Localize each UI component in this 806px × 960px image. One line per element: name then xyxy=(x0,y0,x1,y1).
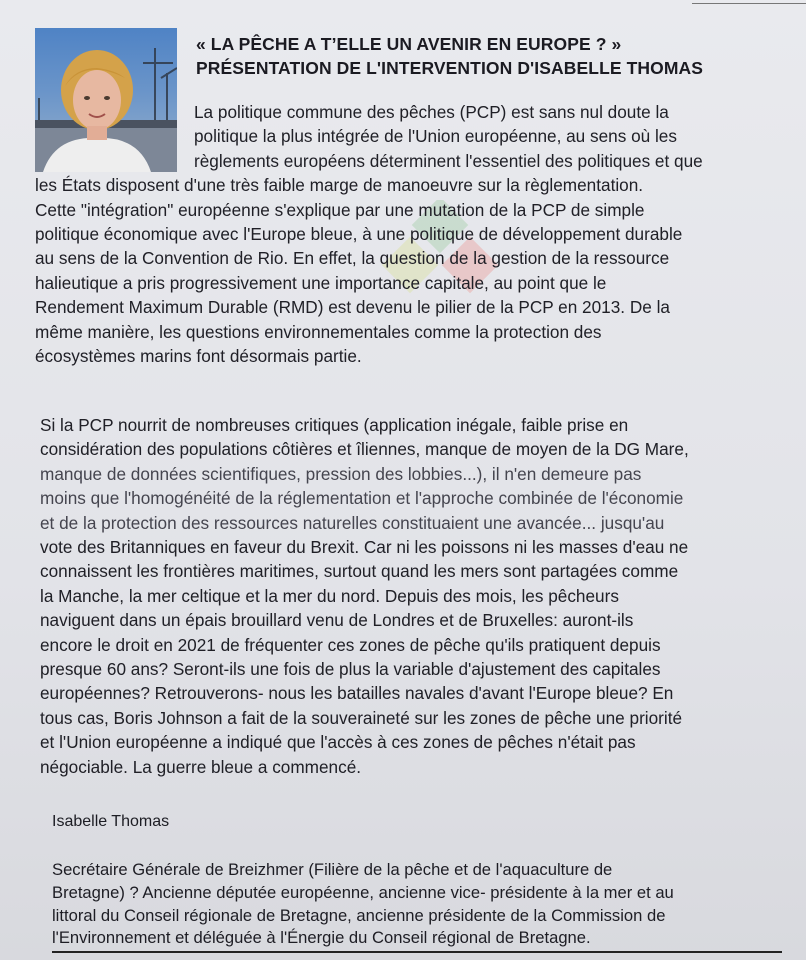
text-line: au sens de la Convention de Rio. En effet, la question de la gestion de la ressource xyxy=(35,248,670,269)
bio-line: Secrétaire Générale de Breizhmer (Filière de la pêche et de l'aquaculture de xyxy=(52,860,613,879)
text-line: naviguent dans un épais brouillard venu de Londres et de Bruxelles: auront-ils xyxy=(40,610,634,631)
text-line: encore le droit en 2021 de fréquenter ces zones de pêche qu'ils pratiquent depuis xyxy=(40,634,661,655)
text-line: considération des populations côtières et îliennes, manque de moyen de la DG Mare, xyxy=(40,439,689,460)
bio-line: Bretagne) ? Ancienne députée européenne, ancienne vice- présidente à la mer et au xyxy=(52,882,674,902)
article-title xyxy=(196,32,786,80)
text-line: les États disposent d'une très faible marge de manoeuvre sur la règlementation. xyxy=(35,175,644,196)
bio-line: l'Environnement et déléguée à l'Énergie du Conseil régional de Bretagne. xyxy=(52,928,591,948)
text-line: et l'Union européenne a indiqué que l'accès à ces zones de pêches n'était pas xyxy=(40,732,636,753)
paragraph-brexit xyxy=(40,413,800,779)
title-line-1: « LA PÊCHE A T’ELLE UN AVENIR EN EUROPE ? » xyxy=(196,34,622,54)
text-line: connaissent les frontières maritimes, surtout quand les mers sont partagées comme xyxy=(40,561,679,582)
bottom-rule xyxy=(52,951,782,953)
text-line: Cette "intégration" européenne s'explique par une mutation de la PCP de simple xyxy=(35,199,645,220)
text-line: manque de données scientifiques, pression des lobbies...), il n'en demeure pas xyxy=(40,463,642,484)
text-line: Rendement Maximum Durable (RMD) est devenu le pilier de la PCP en 2013. De la xyxy=(35,297,670,318)
text-line: presque 60 ans? Seront-ils une fois de plus la variable d'ajustement des capitales xyxy=(40,659,661,680)
author-bio xyxy=(52,859,802,950)
text-line: la Manche, la mer celtique et la mer du nord. Depuis des mois, les pêcheurs xyxy=(40,585,619,606)
bio-line: littoral du Conseil régionale de Bretagne, ancienne présidente de la Commission de xyxy=(52,905,666,925)
text-line: et de la protection des ressources naturelles constituaient une avancée... jusqu'au xyxy=(40,512,665,533)
text-line: règlements européens déterminent l'essentiel des politiques et que xyxy=(194,150,703,171)
text-line: politique la plus intégrée de l'Union européenne, au sens où les xyxy=(194,126,677,147)
text-line: vote des Britanniques en faveur du Brexit. Car ni les poissons ni les masses d'eau ne xyxy=(40,537,689,558)
text-line: moins que l'homogénéité de la réglementation et l'approche combinée de l'économie xyxy=(40,488,684,509)
text-line: tous cas, Boris Johnson a fait de la souveraineté sur les zones de pêche une priorité xyxy=(40,707,683,728)
text-line: même manière, les questions environnementales comme la protection des xyxy=(35,321,602,342)
title-line-2: PRÉSENTATION DE L'INTERVENTION D'ISABELLE THOMAS xyxy=(196,58,704,78)
text-line: européennes? Retrouverons- nous les batailles navales d'avant l'Europe bleue? En xyxy=(40,683,674,704)
text-line: La politique commune des pêches (PCP) est sans nul doute la xyxy=(194,102,669,122)
text-line: écosystèmes marins font désormais partie. xyxy=(35,346,362,367)
author-signature: Isabelle Thomas xyxy=(52,813,170,830)
text-line: négociable. La guerre bleue a commencé. xyxy=(40,756,362,777)
paragraph-intro xyxy=(35,100,795,368)
text-line: politique économique avec l'Europe bleue, à une politique de développement durable xyxy=(35,224,683,245)
text-line: halieutique a pris progressivement une importance capitale, au point que le xyxy=(35,272,607,293)
top-rule xyxy=(692,3,806,4)
text-line: Si la PCP nourrit de nombreuses critiques (application inégale, faible prise en xyxy=(40,415,629,435)
